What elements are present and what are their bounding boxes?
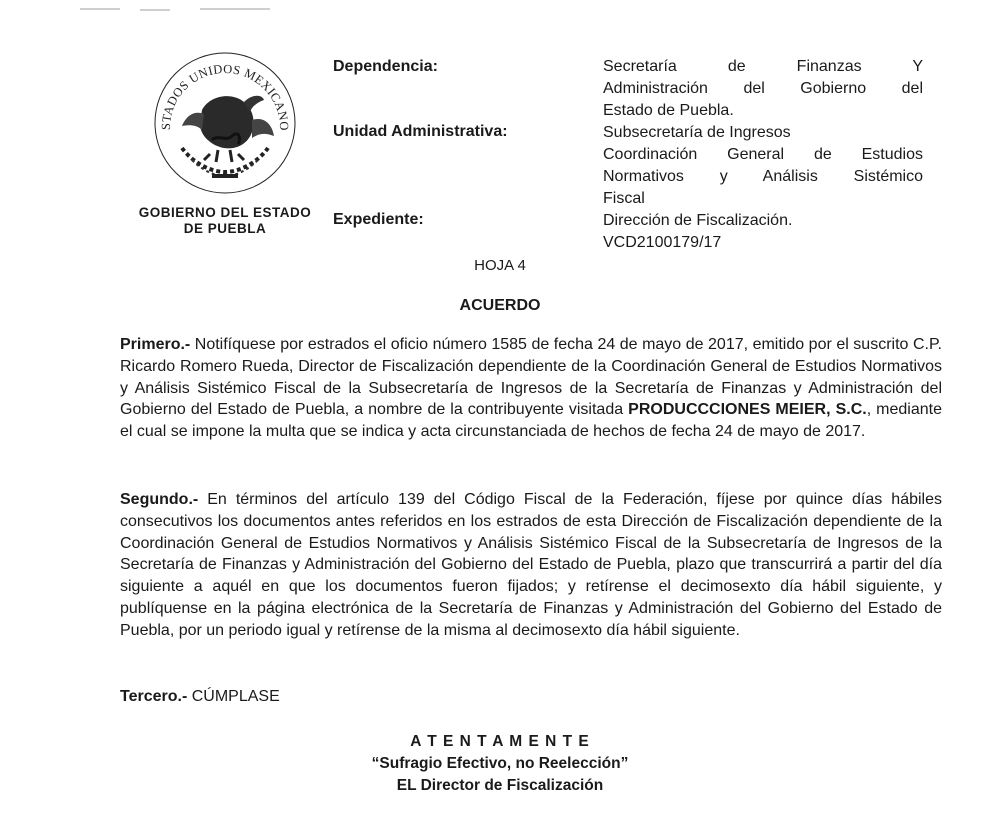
unidad-line: Subsecretaría de Ingresos [603,124,791,141]
unidad-line: Coordinación General de Estudios [603,146,923,163]
closing-atentamente: A T E N T A M E N T E [410,733,590,750]
primero-text-1: Notifíquese por estrados el oficio número 1585 de fecha 24 de mayo de 2017, emitido por el suscrito C.P. Ricardo Romero Rueda, Director de Fiscalización dependiente de la Coordinación General de Estudios Normativos y Análisis Sistémico Fiscal de la Subsecretaría de Ingresos de la Secretaría de Finanzas y Administración del Gobierno del Estado de Puebla, a nombre de la contribuyente visitada [120,336,942,419]
heading-acuerdo: ACUERDO [459,297,541,314]
taxpayer-name: PRODUCCCIONES MEIER, S.C. [628,401,867,419]
unidad-line: Fiscal [603,190,645,207]
dependencia-line: Secretaría de Finanzas Y [603,58,923,75]
paragraph-primero [120,334,942,443]
primero-text-2: , mediante el cual se impone la multa que se indica y acta circunstanciada de hechos de fecha 24 de mayo de 2017. [120,401,943,441]
closing-motto: “Sufragio Efectivo, no Reelección” [371,755,629,772]
closing-signer: EL Director de Fiscalización [396,777,604,794]
coat-of-arms-seal-icon [152,50,298,196]
government-line-2: DE PUEBLA [183,221,267,236]
dependencia-value [603,56,923,122]
unidad-line: Dirección de Fiscalización. [603,212,793,229]
tercero-label: Tercero.- [120,688,188,705]
dependencia-line: Administración del Gobierno del [603,80,923,97]
scan-marks [80,0,280,6]
segundo-label: Segundo.- [120,491,199,508]
paragraph-segundo [120,489,942,642]
expediente-value: VCD2100179/17 [603,234,722,251]
sheet-number: HOJA 4 [474,257,526,274]
seal-text: STADOS UNIDOS MEXICANO [158,61,292,131]
paragraph-tercero [120,686,942,708]
unidad-label: Unidad Administrativa: [333,123,508,140]
dependencia-label: Dependencia: [333,58,438,75]
dependencia-line: Estado de Puebla. [603,102,734,119]
segundo-text: En términos del artículo 139 del Código Fiscal de la Federación, fíjese por quince días hábiles consecutivos los documentos antes referidos en los estrados de esta Dirección de Fiscalización dependiente de la Coordinación General de Estudios Normativos y Análisis Sistémico Fiscal de la Subsecretaría de Ingresos de la Secretaría de Finanzas y Administración del Gobierno del Estado de Puebla, plazo que transcurrirá a partir del día siguiente a aquél en que los documentos fueron fijados; y retírense el decimosexto día hábil siguiente, y publíquense en la página electrónica de la Secretaría de Finanzas y Administración del Gobierno del Estado de Puebla, por un periodo igual y retírense de la misma al decimosexto día hábil siguiente. [120,491,942,639]
government-line-1: GOBIERNO DEL ESTADO [138,205,312,220]
expediente-label: Expediente: [333,211,424,228]
primero-label: Primero.- [120,336,191,353]
tercero-text: CÚMPLASE [187,688,280,705]
unidad-value [603,122,923,232]
government-name [110,205,340,237]
unidad-line: Normativos y Análisis Sistémico [603,168,923,185]
